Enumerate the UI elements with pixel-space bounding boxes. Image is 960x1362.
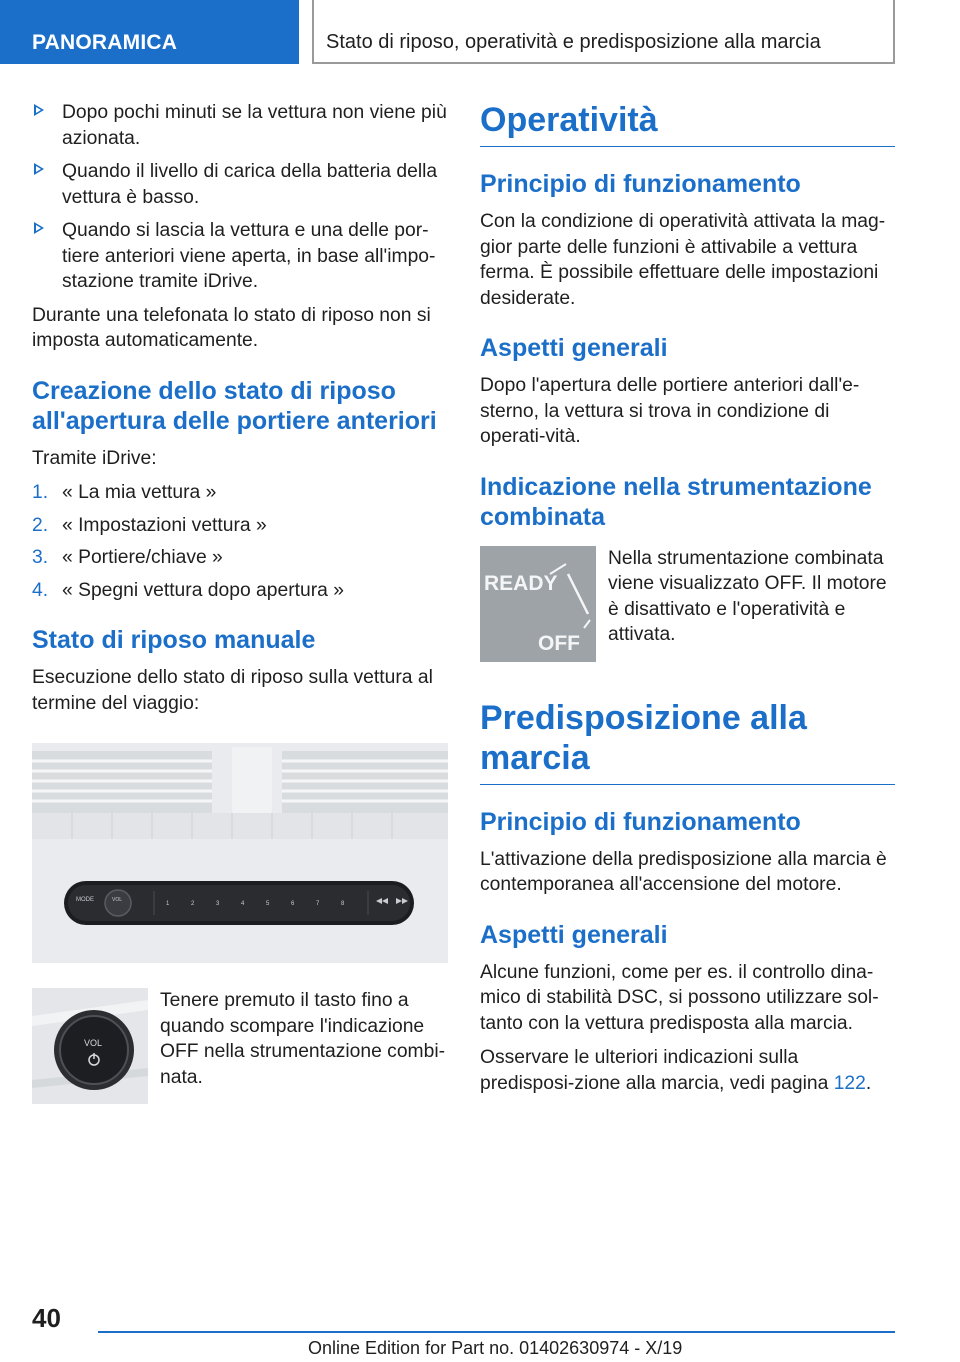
svg-text:7: 7 xyxy=(316,901,320,907)
page-reference-link[interactable]: 122 xyxy=(833,1072,866,1094)
svg-text:6: 6 xyxy=(291,901,295,907)
heading-manuale: Stato di riposo manuale xyxy=(32,626,316,654)
svg-text:2: 2 xyxy=(191,901,195,907)
page-header-title: Stato di riposo, operatività e predisposizione alla marcia xyxy=(312,0,895,64)
center-console-image xyxy=(32,743,448,963)
svg-text:MODE: MODE xyxy=(76,897,94,903)
heading-indicazione: Indicazione nella strumentazione combinata xyxy=(480,472,872,531)
svg-text:8: 8 xyxy=(341,901,345,907)
right-column xyxy=(480,100,895,1105)
paragraph-osservare: Osservare le ulteriori indicazioni sulla predisposi-zione alla marcia, vedi pagina 122. xyxy=(480,1047,872,1094)
svg-text:1: 1 xyxy=(166,901,170,907)
paragraph-aspetti-1: Dopo l'apertura delle portiere anteriori dall'e-sterno, la vettura si trova in condizione di operati-vità. xyxy=(480,375,860,447)
ready-indicator-block xyxy=(480,546,895,662)
triangle-bullet-icon xyxy=(34,163,44,175)
list-item: 3. « Portiere/chiave » xyxy=(32,547,223,568)
heading-aspetti-1: Aspetti generali xyxy=(480,334,668,362)
footer-divider xyxy=(98,1331,895,1333)
left-column xyxy=(32,100,448,1104)
heading-aspetti-2: Aspetti generali xyxy=(480,920,668,949)
svg-text:3: 3 xyxy=(216,901,220,907)
heading-principio-2: Principio di funzionamento xyxy=(480,807,801,836)
section-tab: PANORAMICA xyxy=(0,0,299,64)
paragraph-tramite: Tramite iDrive: xyxy=(32,447,157,469)
indicazione-text: Nella strumentazione combinata viene visualizzato OFF. Il motore è disattivato e l'operatività e attivata. xyxy=(608,547,887,645)
heading-creazione: Creazione dello stato di riposo all'apertura delle portiere anteriori xyxy=(32,376,437,435)
svg-text:VOL: VOL xyxy=(112,897,123,903)
svg-text:VOL: VOL xyxy=(84,1038,103,1048)
vol-knob-image xyxy=(32,988,148,1104)
triangle-bullet-icon xyxy=(34,222,44,234)
list-item: Dopo pochi minuti se la vettura non viene più azionata. xyxy=(32,100,448,151)
svg-text:READY: READY xyxy=(484,571,558,595)
page-number: 40 xyxy=(32,1303,61,1333)
svg-text:5: 5 xyxy=(266,901,270,907)
list-item: 2. « Impostazioni vettura » xyxy=(32,514,267,536)
heading-principio-1: Principio di funzionamento xyxy=(480,170,801,198)
paragraph-aspetti-2: Alcune funzioni, come per es. il controllo dina-mico di stabilità DSC, si possono utilizzare sol-tanto con la vettura predisposta alla marcia. xyxy=(480,961,879,1034)
list-item: Quando il livello di carica della batteria della vettura è basso. xyxy=(32,159,448,210)
list-item: Quando si lascia la vettura e una delle por-tiere anteriori viene aperta, in base all'impo-stazione tramite iDrive. xyxy=(32,218,448,295)
paragraph-principio-1: Con la condizione di operatività attivata la mag-gior parte delle funzioni è attivabile a vettura ferma. È possibile effettuare delle impostazioni desiderate. xyxy=(480,211,886,309)
triangle-bullet-icon xyxy=(34,104,44,116)
list-item: 1. « La mia vettura » xyxy=(32,482,217,503)
list-item: 4. « Spegni vettura dopo apertura » xyxy=(32,579,344,601)
footer-edition: Online Edition for Part no. 01402630974 - X/19 xyxy=(308,1338,683,1358)
paragraph-manuale: Esecuzione dello stato di riposo sulla vettura al termine del viaggio: xyxy=(32,667,433,714)
paragraph-principio-2: L'attivazione della predisposizione alla marcia è contemporanea all'accensione del motore. xyxy=(480,848,887,895)
paragraph-phone: Durante una telefonata lo stato di riposo non si imposta automaticamente. xyxy=(32,304,431,351)
svg-text:4: 4 xyxy=(241,901,245,907)
heading-predisposizione: Predisposizione alla marcia xyxy=(480,698,895,785)
heading-operativita: Operatività xyxy=(480,100,895,147)
svg-text:OFF: OFF xyxy=(538,631,580,655)
knob-text: Tenere premuto il tasto fino a quando scompare l'indicazione OFF nella strumentazione combi-nata. xyxy=(160,990,446,1088)
knob-instruction xyxy=(32,988,448,1104)
ready-off-gauge-image xyxy=(480,546,596,662)
